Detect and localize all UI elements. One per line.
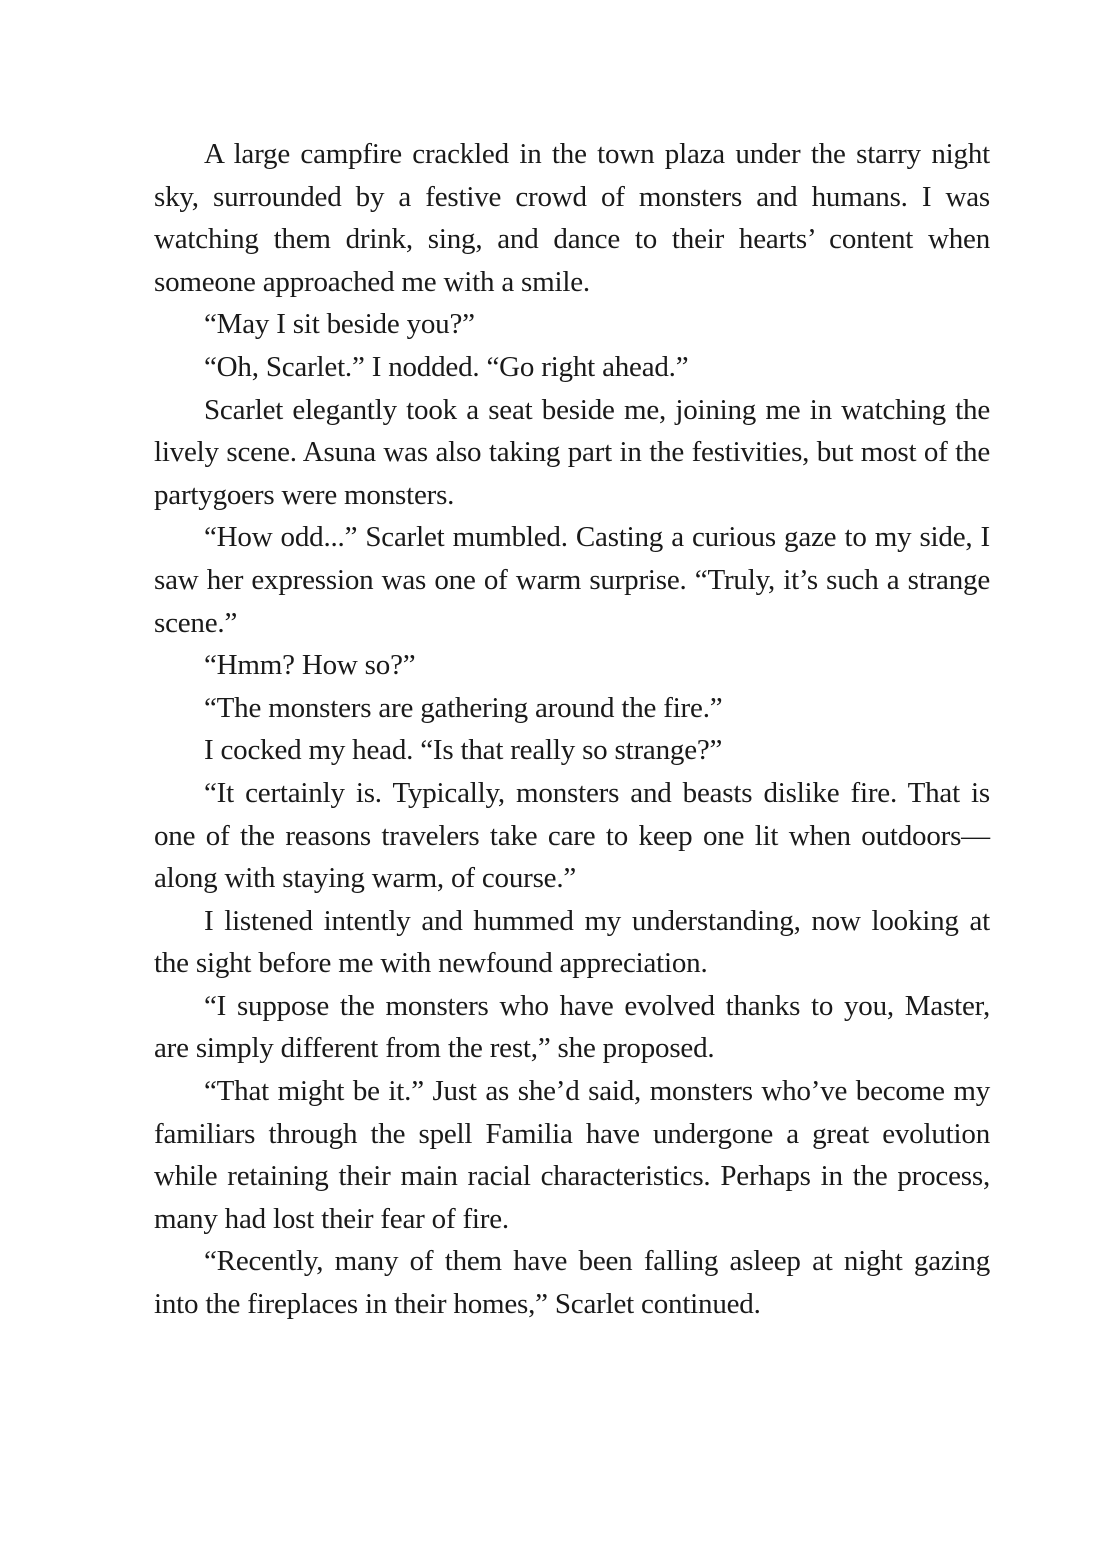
paragraph: I listened intently and hummed my understanding, now looking at the sight before me with newfound appreciation. (154, 904, 990, 980)
paragraph: “Recently, many of them have been falling asleep at night gazing into the fireplaces in their homes,” Scarlet continued. (154, 1245, 990, 1321)
paragraph: “I suppose the monsters who have evolved thanks to you, Master, are simply different from the rest,” she proposed. (154, 989, 990, 1065)
paragraph: “Hmm? How so?” (204, 649, 416, 682)
paragraph: “May I sit beside you?” (204, 308, 475, 341)
paragraph: “The monsters are gathering around the fire.” (204, 691, 723, 724)
document-page (154, 133, 990, 1326)
paragraph: A large campfire crackled in the town plaza under the starry night sky, surrounded by a festive crowd of monsters and humans. I was watching them drink, sing, and dance to their hearts’ content when someone approached me with a smile. (154, 138, 990, 298)
paragraph: Scarlet elegantly took a seat beside me, joining me in watching the lively scene. Asuna was also taking part in the festivities, but most of the partygoers were monsters. (154, 393, 990, 511)
paragraph: “How odd...” Scarlet mumbled. Casting a curious gaze to my side, I saw her expression was one of warm surprise. “Truly, it’s such a strange scene.” (154, 521, 990, 639)
paragraph: I cocked my head. “Is that really so strange?” (204, 734, 723, 767)
paragraph: “Oh, Scarlet.” I nodded. “Go right ahead.” (204, 350, 689, 383)
paragraph: “It certainly is. Typically, monsters and beasts dislike fire. That is one of the reasons travelers take care to keep one lit when outdoors—along with staying warm, of course.” (154, 776, 990, 895)
paragraph: “That might be it.” Just as she’d said, monsters who’ve become my familiars through the spell Familia have undergone a great evolution while retaining their main racial characteristics. Perhaps in the process, many had lost their fear of fire. (154, 1075, 990, 1235)
